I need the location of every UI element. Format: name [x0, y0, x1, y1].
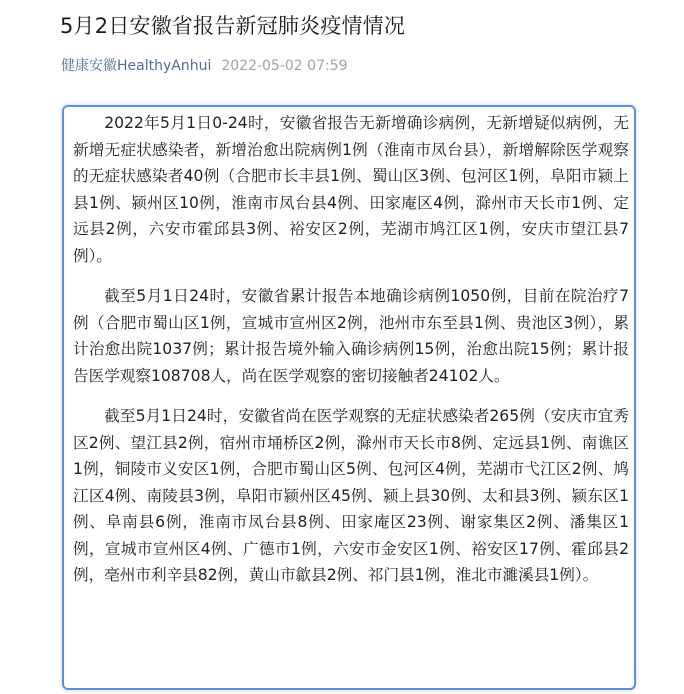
- paragraph-asymptomatic: 截至5月1日24时，安徽省尚在医学观察的无症状感染者265例（安庆市宜秀区2例、望江县2例，宿州市埇桥区2例，滁州市天长市8例、定远县1例、南谯区1例，铜陵市义安区1例，合肥市蜀山区5例、包河区4例，芜湖市弋江区2例、鸠江区4例、南陵县3例，阜阳市颍州区45例、颍上县30例、太和县3例、颍东区1例、阜南县6例，淮南市凤台县8例、田家庵区23例、谢家集区2例、潘集区1例，宣城市宣州区4例、广德市1例，六安市金安区1例、裕安区17例、霍邱县2例，亳州市利辛县82例，黄山市歙县2例、祁门县1例，淮北市濉溪县1例）。: [73, 407, 629, 584]
- author-link[interactable]: 健康安徽HealthyAnhui: [61, 58, 212, 74]
- article-meta: [61, 56, 348, 76]
- publish-time: 2022-05-02 07:59: [221, 58, 348, 74]
- paragraph-confirmed-cases: 截至5月1日24时，安徽省累计报告本地确诊病例1050例，目前在院治疗7例（合肥市蜀山区1例，宣城市宣州区2例，池州市东至县1例、贵池区3例），累计治愈出院1037例；累计报告境外输入确诊病例15例，治愈出院15例；累计报告医学观察108708人，尚在医学观察的密切接触者24102人。: [73, 287, 629, 385]
- paragraph-daily-report: 2022年5月1日0-24时，安徽省报告无新增确诊病例，无新增疑似病例，无新增无症状感染者，新增治愈出院病例1例（淮南市凤台县），新增解除医学观察的无症状感染者40例（合肥市长丰县1例、蜀山区3例、包河区1例，阜阳市颍上县1例、颍州区10例，淮南市凤台县4例、田家庵区4例，滁州市天长市1例、定远县2例，六安市霍邱县3例、裕安区2例，芜湖市鸠江区1例，安庆市望江县7例）。: [73, 114, 629, 265]
- article-title: 5月2日安徽省报告新冠肺炎疫情情况: [60, 14, 406, 38]
- report-card: [62, 105, 636, 690]
